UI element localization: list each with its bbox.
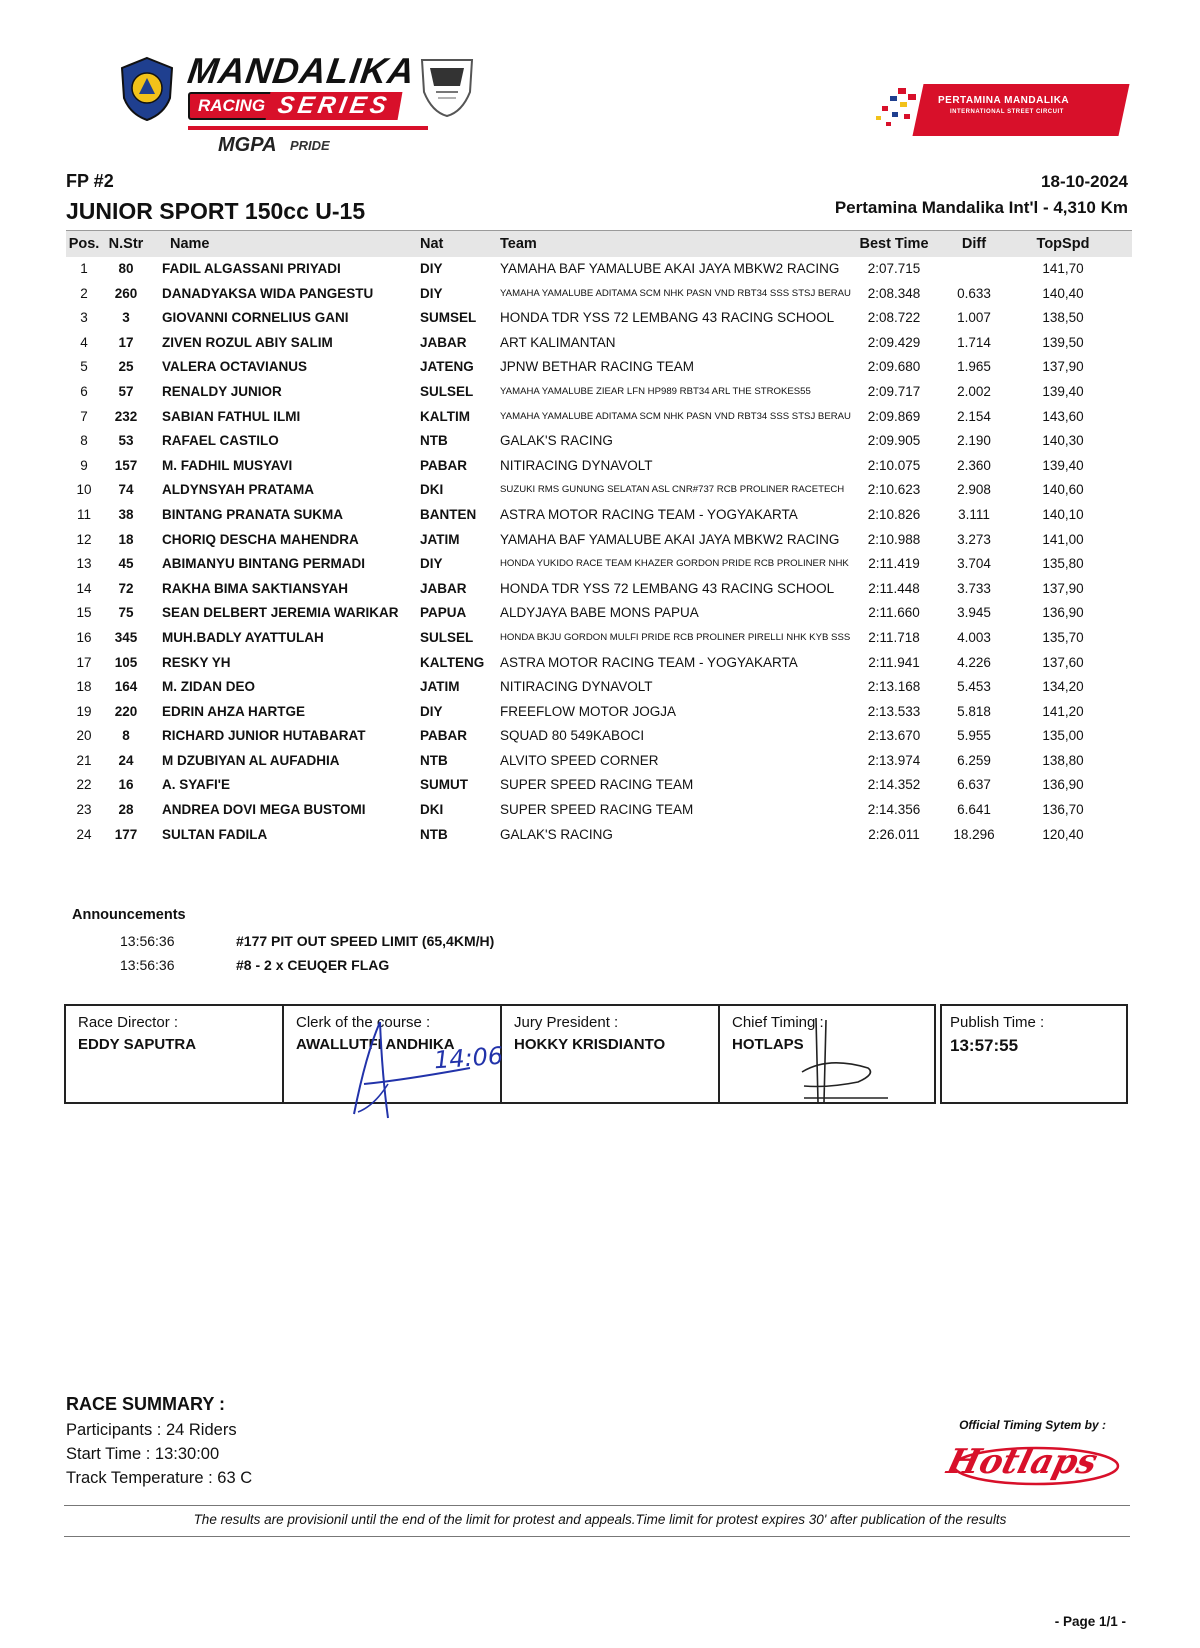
- cell-pos: 10: [76, 482, 92, 498]
- cell-best-time: 2:26.011: [868, 826, 920, 842]
- table-row: [66, 331, 1132, 356]
- cell-name: A. SYAFI'E: [162, 777, 230, 793]
- official-jury-president: [502, 1006, 720, 1102]
- cell-team: JPNW BETHAR RACING TEAM: [500, 359, 695, 375]
- cell-pos: 16: [76, 629, 92, 645]
- pride-logo: PRIDE: [290, 138, 330, 153]
- cell-pos: 12: [76, 531, 92, 547]
- cell-name: EDRIN AHZA HARTGE: [162, 703, 305, 719]
- cell-best-time: 2:13.533: [867, 703, 921, 719]
- cell-nstr: 164: [114, 679, 138, 695]
- cell-diff: 0.633: [957, 285, 991, 301]
- cell-topspd: 137,90: [1042, 580, 1084, 596]
- official-role: Chief Timing :: [732, 1014, 824, 1031]
- cell-nstr: 16: [118, 777, 134, 793]
- cell-pos: 21: [76, 752, 92, 768]
- cell-best-time: 2:09.429: [867, 334, 921, 350]
- cell-topspd: 140,10: [1042, 506, 1084, 522]
- table-row: [66, 675, 1132, 700]
- summary-participants: Participants : 24 Riders: [66, 1421, 237, 1439]
- cell-nstr: 105: [114, 654, 138, 670]
- cell-name: VALERA OCTAVIANUS: [162, 359, 307, 375]
- cell-nat: DIY: [420, 261, 443, 276]
- cell-team: SQUAD 80 549KABOCI: [500, 728, 645, 744]
- official-name: HOTLAPS: [732, 1036, 804, 1053]
- col-diff: Diff: [961, 236, 987, 252]
- cell-team: YAMAHA BAF YAMALUBE AKAI JAYA MBKW2 RACING: [500, 261, 840, 276]
- cell-best-time: 2:08.348: [867, 285, 921, 301]
- cell-nstr: 18: [118, 531, 134, 547]
- circuit-logo: [872, 80, 1128, 140]
- publish-time: 13:57:55: [950, 1036, 1019, 1055]
- cell-team: NITIRACING DYNAVOLT: [500, 457, 653, 473]
- cell-nstr: 75: [118, 605, 134, 621]
- cell-name: ZIVEN ROZUL ABIY SALIM: [162, 334, 333, 350]
- disclaimer-text: The results are provisionil until the end of the limit for protest and appeals.Time limit for protest expires 30' after publication of the results: [193, 1512, 1007, 1527]
- cell-team: HONDA TDR YSS 72 LEMBANG 43 RACING SCHOOL: [500, 580, 835, 596]
- col-name: Name: [170, 236, 210, 252]
- publish-label: Publish Time :: [950, 1014, 1045, 1031]
- cell-topspd: 141,00: [1042, 531, 1084, 547]
- cell-nstr: 28: [118, 802, 134, 818]
- cell-name: ALDYNSYAH PRATAMA: [162, 482, 315, 498]
- cell-pos: 7: [80, 408, 88, 424]
- cell-pos: 15: [76, 605, 92, 621]
- official-race-director: [66, 1006, 284, 1102]
- officials-box: [64, 1004, 936, 1104]
- cell-topspd: 137,90: [1042, 359, 1084, 375]
- cell-nat: SULSEL: [420, 629, 474, 645]
- race-summary-title: RACE SUMMARY :: [66, 1394, 226, 1414]
- cell-best-time: 2:14.356: [867, 802, 921, 818]
- cell-best-time: 2:09.905: [867, 433, 921, 449]
- cell-topspd: 135,80: [1042, 556, 1084, 572]
- cell-name: M. ZIDAN DEO: [162, 679, 255, 695]
- cell-nstr: 72: [118, 580, 134, 596]
- cell-topspd: 135,00: [1042, 728, 1084, 744]
- cell-team: NITIRACING DYNAVOLT: [500, 679, 653, 695]
- sponsor-logos: [218, 134, 378, 160]
- cell-nstr: 232: [114, 408, 138, 424]
- cell-best-time: 2:13.670: [867, 728, 921, 744]
- cell-topspd: 120,40: [1042, 826, 1084, 842]
- col-nstr: N.Str: [108, 236, 144, 252]
- col-team: Team: [500, 236, 537, 252]
- cell-team: ASTRA MOTOR RACING TEAM - YOGYAKARTA: [500, 654, 798, 670]
- cell-name: ABIMANYU BINTANG PERMADI: [162, 556, 365, 572]
- cell-nat: KALTENG: [420, 654, 485, 670]
- cell-pos: 13: [76, 556, 92, 572]
- cell-topspd: 139,40: [1042, 383, 1084, 399]
- venue-label: Pertamina Mandalika Int'l - 4,310 Km: [834, 198, 1128, 217]
- table-row: [66, 601, 1132, 626]
- circuit-logo-subtitle: INTERNATIONAL STREET CIRCUIT: [950, 109, 1064, 115]
- table-row: [66, 282, 1132, 307]
- category-title: JUNIOR SPORT 150cc U-15: [66, 198, 366, 224]
- cell-name: BINTANG PRANATA SUKMA: [162, 506, 343, 522]
- cell-best-time: 2:11.448: [868, 580, 920, 596]
- cell-nstr: 260: [114, 285, 138, 301]
- cell-pos: 20: [76, 728, 92, 744]
- cell-nstr: 53: [118, 433, 134, 449]
- cell-nstr: 345: [114, 629, 138, 645]
- cell-topspd: 138,80: [1042, 752, 1084, 768]
- table-row: [66, 626, 1132, 651]
- table-row: [66, 478, 1132, 503]
- cell-nat: NTB: [420, 752, 448, 768]
- cell-nstr: 24: [118, 752, 134, 768]
- cell-pos: 23: [76, 802, 92, 818]
- cell-name: RESKY YH: [162, 654, 231, 670]
- cell-diff: 4.226: [957, 654, 991, 670]
- cell-diff: 2.908: [957, 482, 991, 498]
- table-row: [66, 749, 1132, 774]
- table-row: [66, 528, 1132, 553]
- cell-best-time: 2:10.075: [867, 457, 921, 473]
- cell-team: FREEFLOW MOTOR JOGJA: [500, 703, 677, 719]
- cell-diff: 5.818: [957, 703, 991, 719]
- mgpa-logo: MGPA: [218, 134, 277, 156]
- cell-nat: KALTIM: [420, 408, 470, 424]
- cell-name: RICHARD JUNIOR HUTABARAT: [162, 728, 366, 744]
- page-number: - Page 1/1 -: [1054, 1614, 1126, 1629]
- brand-racing: RACING: [188, 92, 275, 120]
- publish-box: [940, 1004, 1128, 1104]
- table-row: [66, 355, 1132, 380]
- cell-diff: 3.273: [957, 531, 991, 547]
- cell-topspd: 141,20: [1042, 703, 1084, 719]
- cell-best-time: 2:11.419: [868, 556, 920, 572]
- cell-nstr: 8: [122, 728, 130, 744]
- cell-best-time: 2:10.623: [867, 482, 921, 498]
- cell-pos: 3: [80, 310, 88, 326]
- cell-nat: PABAR: [420, 728, 467, 744]
- cell-best-time: 2:11.660: [868, 605, 920, 621]
- cell-team: GALAK'S RACING: [500, 433, 613, 449]
- col-best-time: Best Time: [859, 236, 929, 252]
- cell-team: YAMAHA YAMALUBE ZIEAR LFN HP989 RBT34 ARL THE STROKES55: [500, 385, 811, 397]
- cell-nat: JATENG: [420, 359, 474, 375]
- cell-best-time: 2:08.722: [867, 310, 921, 326]
- announcement-time: 13:56:36: [120, 957, 175, 973]
- cell-nat: SUMUT: [420, 777, 468, 793]
- announcement-text: #8 - 2 x CEUQER FLAG: [236, 957, 390, 973]
- announcement-text: #177 PIT OUT SPEED LIMIT (65,4KM/H): [236, 933, 495, 949]
- official-role: Clerk of the course :: [296, 1014, 431, 1031]
- cell-diff: 2.360: [957, 457, 991, 473]
- cell-best-time: 2:07.715: [867, 261, 921, 276]
- cell-topspd: 134,20: [1042, 679, 1084, 695]
- cell-topspd: 137,60: [1042, 654, 1084, 670]
- federation-emblem-icon: [118, 56, 176, 122]
- cell-diff: 3.733: [957, 580, 991, 596]
- official-name: AWALLUTFI ANDHIKA: [296, 1036, 455, 1053]
- announcement-time: 13:56:36: [120, 933, 175, 949]
- cell-topspd: 141,70: [1042, 261, 1084, 276]
- cell-pos: 6: [80, 383, 88, 399]
- cell-team: HONDA TDR YSS 72 LEMBANG 43 RACING SCHOOL: [500, 310, 835, 326]
- hotlaps-wordmark: Hotlaps: [943, 1442, 1102, 1482]
- cell-topspd: 136,90: [1042, 605, 1084, 621]
- cell-nstr: 57: [118, 383, 134, 399]
- cell-diff: 6.637: [957, 777, 991, 793]
- cell-pos: 19: [76, 703, 92, 719]
- table-row: [66, 454, 1132, 479]
- cell-nat: DKI: [420, 482, 444, 498]
- table-row: [66, 700, 1132, 725]
- cell-nstr: 3: [122, 310, 130, 326]
- cell-pos: 24: [76, 826, 92, 842]
- cell-team: ALVITO SPEED CORNER: [500, 752, 659, 768]
- cell-name: SULTAN FADILA: [162, 826, 268, 842]
- cell-team: YAMAHA YAMALUBE ADITAMA SCM NHK PASN VND RBT34 SSS STSJ BERAU: [500, 410, 851, 422]
- cell-nstr: 38: [118, 506, 134, 522]
- cell-nstr: 220: [114, 703, 138, 719]
- announcements-title: Announcements: [72, 907, 186, 923]
- cell-best-time: 2:09.869: [867, 408, 921, 424]
- table-row: [66, 823, 1132, 848]
- cell-best-time: 2:14.352: [867, 777, 921, 793]
- official-name: HOKKY KRISDIANTO: [514, 1036, 666, 1053]
- table-row: [66, 798, 1132, 823]
- cell-nat: SUMSEL: [420, 310, 477, 326]
- hotlaps-logo: [940, 1434, 1120, 1494]
- cell-diff: 5.453: [957, 679, 991, 695]
- cell-team: YAMAHA YAMALUBE ADITAMA SCM NHK PASN VND RBT34 SSS STSJ BERAU: [500, 287, 851, 299]
- cell-topspd: 139,40: [1042, 457, 1084, 473]
- cell-name: ANDREA DOVI MEGA BUSTOMI: [162, 802, 366, 818]
- cell-nat: NTB: [420, 826, 448, 842]
- official-chief-timing: [720, 1006, 934, 1102]
- cell-nat: PAPUA: [420, 605, 467, 621]
- cell-diff: 3.111: [958, 506, 990, 522]
- cell-topspd: 135,70: [1042, 629, 1084, 645]
- cell-best-time: 2:13.168: [867, 679, 921, 695]
- cell-pos: 17: [76, 654, 92, 670]
- cell-nat: PABAR: [420, 457, 467, 473]
- official-role: Race Director :: [78, 1014, 179, 1031]
- cell-nat: BANTEN: [420, 506, 477, 522]
- cell-nat: JATIM: [420, 679, 460, 695]
- cell-nstr: 45: [118, 556, 134, 572]
- cell-pos: 8: [80, 433, 88, 449]
- cell-name: M. FADHIL MUSYAVI: [162, 457, 293, 473]
- cell-best-time: 2:10.988: [867, 531, 921, 547]
- cell-diff: 1.714: [957, 334, 991, 350]
- cell-diff: 6.259: [957, 752, 991, 768]
- table-row: [66, 651, 1132, 676]
- cell-team: SUZUKI RMS GUNUNG SELATAN ASL CNR#737 RCB PROLINER RACETECH: [500, 484, 845, 496]
- cell-team: SUPER SPEED RACING TEAM: [500, 777, 694, 793]
- cell-name: FADIL ALGASSANI PRIYADI: [162, 261, 341, 276]
- cell-name: SABIAN FATHUL ILMI: [162, 408, 301, 424]
- table-row: [66, 503, 1132, 528]
- footer-divider: [64, 1536, 1130, 1537]
- handwritten-time: 14:06: [433, 1041, 505, 1075]
- cell-team: HONDA BKJU GORDON MULFI PRIDE RCB PROLINER PIRELLI NHK KYB SSS: [500, 631, 851, 643]
- cell-best-time: 2:10.826: [867, 506, 921, 522]
- imi-emblem-icon: [418, 56, 476, 118]
- cell-topspd: 140,60: [1042, 482, 1084, 498]
- table-row: [66, 257, 1132, 282]
- cell-team: HONDA YUKIDO RACE TEAM KHAZER GORDON PRIDE RCB PROLINER NHK: [500, 558, 849, 570]
- cell-nat: JABAR: [420, 334, 467, 350]
- summary-start-time: Start Time : 13:30:00: [66, 1445, 220, 1463]
- cell-topspd: 138,50: [1042, 310, 1084, 326]
- col-pos: Pos.: [68, 236, 100, 252]
- cell-best-time: 2:13.974: [867, 752, 921, 768]
- brand-mandalika: MANDALIKA: [185, 50, 418, 91]
- col-nat: Nat: [420, 236, 444, 252]
- cell-name: MUH.BADLY AYATTULAH: [162, 629, 324, 645]
- cell-nat: NTB: [420, 433, 448, 449]
- cell-pos: 14: [76, 580, 92, 596]
- cell-diff: 4.003: [957, 629, 991, 645]
- cell-name: M DZUBIYAN AL AUFADHIA: [162, 752, 340, 768]
- table-row: [66, 306, 1132, 331]
- table-row: [66, 380, 1132, 405]
- cell-diff: 6.641: [957, 802, 991, 818]
- cell-topspd: 140,30: [1042, 433, 1084, 449]
- table-row: [66, 724, 1132, 749]
- cell-name: RAKHA BIMA SAKTIANSYAH: [162, 580, 349, 596]
- brand-series: SERIES: [266, 92, 403, 120]
- cell-topspd: 136,70: [1042, 802, 1084, 818]
- cell-nstr: 157: [114, 457, 138, 473]
- cell-topspd: 143,60: [1042, 408, 1084, 424]
- cell-pos: 9: [80, 457, 88, 473]
- cell-nat: DIY: [420, 285, 443, 301]
- cell-nat: DIY: [420, 556, 443, 572]
- summary-track-temperature: Track Temperature : 63 C: [66, 1469, 253, 1487]
- official-clerk-of-course: [284, 1006, 505, 1102]
- cell-team: YAMAHA BAF YAMALUBE AKAI JAYA MBKW2 RACING: [500, 531, 840, 547]
- cell-diff: 2.002: [957, 383, 991, 399]
- cell-topspd: 136,90: [1042, 777, 1084, 793]
- cell-team: SUPER SPEED RACING TEAM: [500, 802, 694, 818]
- cell-diff: 3.945: [957, 605, 991, 621]
- circuit-logo-title: PERTAMINA MANDALIKA: [938, 95, 1070, 106]
- cell-name: CHORIQ DESCHA MAHENDRA: [162, 531, 359, 547]
- cell-team: ART KALIMANTAN: [500, 334, 616, 350]
- timing-system-label: Official Timing Sytem by :: [959, 1418, 1106, 1432]
- cell-pos: 18: [76, 679, 92, 695]
- official-role: Jury President :: [514, 1014, 619, 1031]
- results-table: [66, 230, 1132, 847]
- cell-topspd: 139,50: [1042, 334, 1084, 350]
- cell-pos: 5: [80, 359, 88, 375]
- cell-nat: SULSEL: [420, 383, 474, 399]
- cell-pos: 2: [80, 285, 88, 301]
- table-row: [66, 577, 1132, 602]
- cell-nat: DIY: [420, 703, 443, 719]
- cell-diff: 2.154: [957, 408, 991, 424]
- cell-best-time: 2:09.717: [867, 383, 921, 399]
- cell-diff: 1.965: [957, 359, 991, 375]
- cell-pos: 1: [80, 261, 88, 276]
- event-date: 18-10-2024: [1041, 172, 1128, 191]
- cell-pos: 11: [76, 506, 91, 522]
- cell-name: RAFAEL CASTILO: [162, 433, 279, 449]
- table-row: [66, 552, 1132, 577]
- signature-chief-timing: [798, 1016, 898, 1104]
- cell-name: SEAN DELBERT JEREMIA WARIKAR: [162, 605, 399, 621]
- cell-nstr: 80: [118, 261, 134, 276]
- cell-diff: 18.296: [953, 826, 995, 842]
- cell-nat: JABAR: [420, 580, 467, 596]
- brand-underline: [188, 126, 428, 130]
- col-topspd: TopSpd: [1036, 236, 1090, 252]
- cell-best-time: 2:11.718: [868, 629, 920, 645]
- cell-topspd: 140,40: [1042, 285, 1084, 301]
- cell-nstr: 74: [118, 482, 134, 498]
- table-row: [66, 429, 1132, 454]
- table-row: [66, 405, 1132, 430]
- cell-team: ALDYJAYA BABE MONS PAPUA: [500, 605, 699, 621]
- cell-pos: 4: [80, 334, 88, 350]
- cell-best-time: 2:09.680: [867, 359, 921, 375]
- cell-team: ASTRA MOTOR RACING TEAM - YOGYAKARTA: [500, 506, 798, 522]
- table-header: [66, 230, 1132, 257]
- cell-name: DANADYAKSA WIDA PANGESTU: [162, 285, 374, 301]
- cell-team: GALAK'S RACING: [500, 826, 613, 842]
- table-body: [66, 257, 1132, 847]
- cell-nstr: 17: [118, 334, 134, 350]
- cell-name: GIOVANNI CORNELIUS GANI: [162, 310, 349, 326]
- cell-best-time: 2:11.941: [868, 654, 920, 670]
- cell-nat: JATIM: [420, 531, 460, 547]
- event-logo: [118, 50, 488, 160]
- table-row: [66, 773, 1132, 798]
- official-name: EDDY SAPUTRA: [78, 1036, 197, 1053]
- cell-nstr: 25: [118, 359, 134, 375]
- cell-name: RENALDY JUNIOR: [162, 383, 282, 399]
- cell-diff: 3.704: [957, 556, 991, 572]
- cell-diff: 1.007: [957, 310, 991, 326]
- cell-diff: 5.955: [957, 728, 991, 744]
- footer-divider: [64, 1505, 1130, 1506]
- cell-nat: DKI: [420, 802, 444, 818]
- cell-diff: 2.190: [957, 433, 991, 449]
- session-label: FP #2: [66, 171, 114, 191]
- cell-nstr: 177: [114, 826, 138, 842]
- cell-pos: 22: [76, 777, 92, 793]
